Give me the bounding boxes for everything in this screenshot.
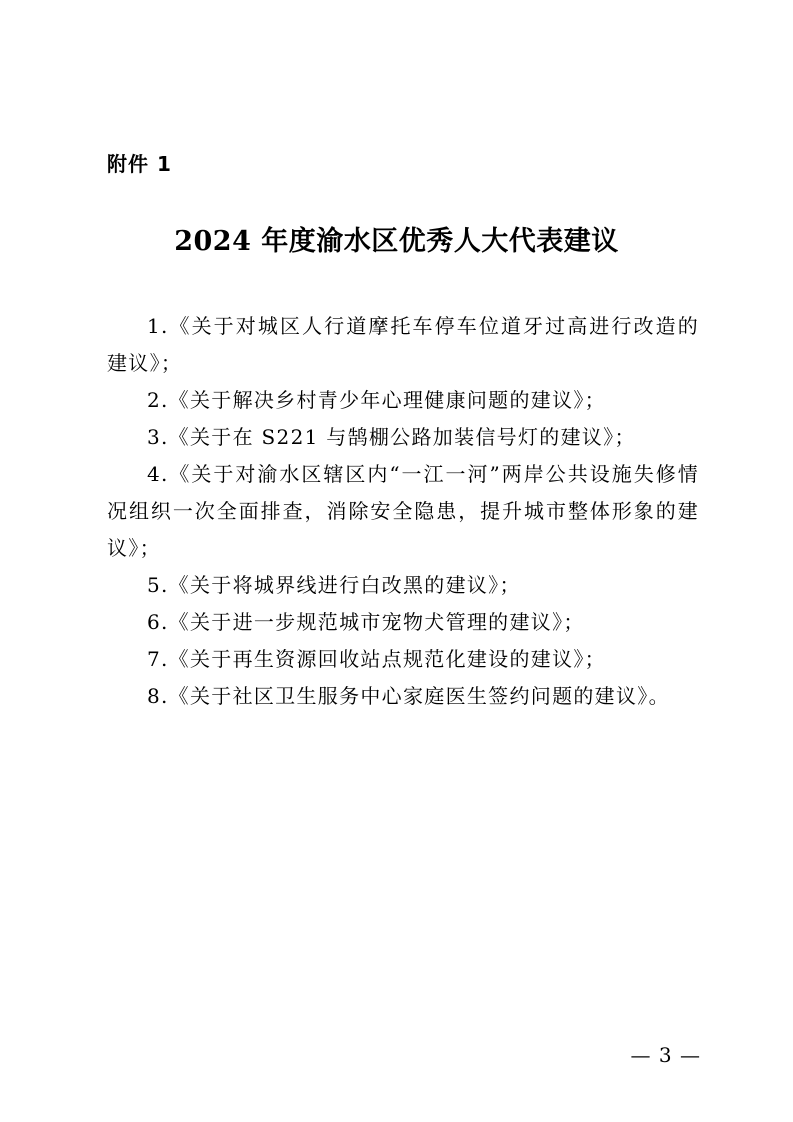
list-item: 8.《关于社区卫生服务中心家庭医生签约问题的建议》。 (147, 684, 670, 708)
attachment-label: 附件 1 (107, 152, 172, 176)
list-item: 3.《关于在 S221 与鹄棚公路加装信号灯的建议》； (147, 425, 636, 449)
document-title: 2024 年度渝水区优秀人大代表建议 (174, 226, 619, 257)
list-item: 6.《关于进一步规范城市宠物犬管理的建议》； (147, 610, 585, 634)
list-item: 2.《关于解决乡村青少年心理健康问题的建议》； (147, 388, 606, 412)
list-item: 4.《关于对渝水区辖区内“一江一河”两岸公共设施失修情况组织一次全面排查，消除安全隐患，提升城市整体形象的建议》； (107, 462, 699, 560)
suggestion-list (107, 308, 699, 715)
list-item: 5.《关于将城界线进行白改黑的建议》； (147, 573, 521, 597)
list-item: 7.《关于再生资源回收站点规范化建设的建议》； (147, 647, 606, 671)
list-item: 1.《关于对城区人行道摩托车停车位道牙过高进行改造的建议》； (107, 314, 699, 375)
page-number: — 3 — (630, 1043, 701, 1067)
